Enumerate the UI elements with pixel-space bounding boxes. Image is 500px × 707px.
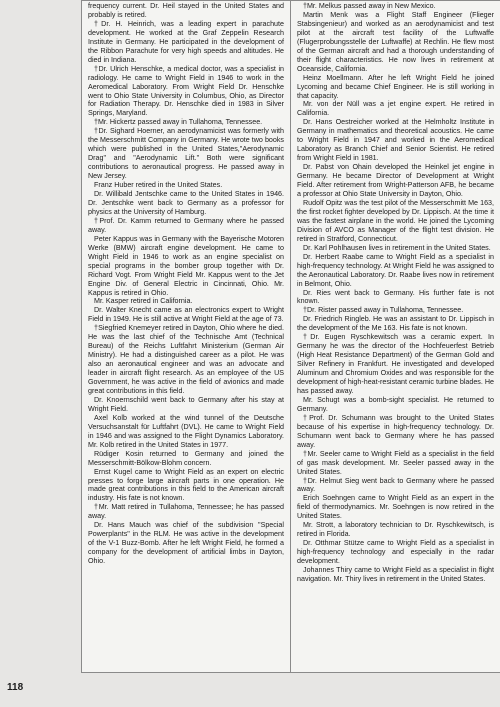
paragraph: †Dr. Rister passed away in Tullahoma, Tennessee. <box>303 306 464 315</box>
left-text-column <box>81 0 290 673</box>
paragraph: Dr. Hans Mauch was chief of the subdivision "Special Powerplants" in the RLM. He was active in the development of the V-1 Buzz-Bomb. After he left Wright Field, he formed a company for the development of artificial limbs in Dayton, Ohio. <box>88 521 284 566</box>
paragraph: Johannes Thiry came to Wright Field as a specialist in flight navigation. Mr. Thiry lives in retirement in the United States. <box>297 566 494 583</box>
paragraph: Rüdiger Kosin returned to Germany and joined the Messerschmitt-Bölkow-Blohm concern. <box>88 449 284 467</box>
paragraph: †Mr. Seeler came to Wright Field as a specialist in the field of gas mask development. Mr. Seeler passed away in the United States. <box>297 449 494 476</box>
right-text-column <box>290 0 500 673</box>
paragraph: Mr. Strott, a laboratory technician to Dr. Ryschkewitsch, is retired in Florida. <box>297 521 494 539</box>
paragraph: Rudolf Opitz was the test pilot of the Messerschmitt Me 163, the first rocket fighter developed by Dr. Lippisch. At the time it was the fastest airplane in the world. He joined the Lycoming Division of AVCO as Manager of the flight test division. He retired in Stratford, Connecticut. <box>297 198 494 243</box>
paragraph: Dr. Herbert Raabe came to Wright Field as a specialist in high-frequency technology. At Wright Field he was assigned to the Aeronautical Laboratory. Dr. Raabe lives now in retirement in Belmont, Ohio. <box>297 252 494 288</box>
paragraph: Ernst Kugel came to Wright Field as an expert on electric presses to forge large aircraft parts in one operation. He made great contributions in this field to the American aircraft industry. His fate is not known. <box>88 467 284 503</box>
paragraph: †Mr. Matt retired in Tullahoma, Tennessee; he has passed away. <box>88 503 284 521</box>
paragraph: Martin Menk was a Flight Staff Engineer (Flieger Stabsingenieur) and worked as an aerodynamicist and test pilot at the aircraft test facility of the Luftwaffe (Flugerprobungsstelle der Luftwaffe) at Rechlin. He flew most of the German aircraft and had a thorough understanding of their flight characteristics. He now lives in retirement at Oceanside, California. <box>297 10 494 73</box>
paragraph: †Dr. H. Heinrich, was a leading expert in parachute development. He worked at the Graf Zeppelin Research Institute in Germany. He participated in the development of the Ribbon Parachute for very high speeds and altitudes. He died in Indiana. <box>88 19 284 64</box>
paragraph: †Prof. Dr. Kamm returned to Germany where he passed away. <box>88 216 284 234</box>
paragraph: Dr. Karl Pohlhausen lives in retirement in the United States. <box>303 243 491 252</box>
paragraph: Mr. Schugt was a bomb-sight specialist. He returned to Germany. <box>297 395 494 413</box>
paragraph: Dr. Knoernschild went back to Germany after his stay at Wright Field. <box>88 395 284 413</box>
paragraph: Dr. Ries went back to Germany. His further fate is not known. <box>297 288 494 306</box>
paragraph: Axel Kolb worked at the wind tunnel of the Deutsche Versuchsanstalt für Luftfahrt (DVL). He came to Wright Field in 1946 and was assigned to the Flight Dynamics Laboratory. Mr. Kolb retired in the United States in 1977. <box>88 413 284 449</box>
paragraph: Mr. Kasper retired in California. <box>94 297 193 306</box>
page-number: 118 <box>7 682 24 693</box>
paragraph: Dr. Walter Knecht came as an electronics expert to Wright Field in 1949. He is still active at Wright Field at the age of 73. <box>88 306 284 324</box>
paragraph: †Mr. Melkus passed away in New Mexico. <box>303 2 436 10</box>
paragraph: Erich Soehngen came to Wright Field as an expert in the field of thermodynamics. Mr. Soehngen is now retired in the United States. <box>297 494 494 521</box>
paragraph: †Prof. Dr. Schumann was brought to the United States because of his expertise in high-frequency technology. Dr. Schumann went back to Germany where he has passed away. <box>297 413 494 449</box>
paragraph: frequency current. Dr. Heil stayed in the United States and probably is retired. <box>88 2 284 19</box>
paragraph: Franz Huber retired in the United States. <box>94 181 223 190</box>
paragraph: Dr. Hans Oestreicher worked at the Helmholtz Institute in Germany in mathematics and theoretical acoustics. He came to Wright Field in 1947 and worked in the Aeromedical Laboratory as Branch Chief and Senior Scientist. He retired from Wright Field in 1981. <box>297 118 494 163</box>
paragraph: †Dr. Helmut Sieg went back to Germany where he passed away. <box>297 476 494 494</box>
paragraph: Dr. Willibald Jentschke came to the United States in 1946. Dr. Jentschke went back to Germany as a professor for physics at the University of Hamburg. <box>88 190 284 216</box>
paragraph: Dr. Pabst von Ohain developed the Heinkel jet engine in Germany. He became Director of Development at Wright Field. After retirement from Wright-Patterson AFB, he became a professor at Ohio State University in Dayton, Ohio. <box>297 163 494 199</box>
paragraph: Heinz Moellmann. After he left Wright Field he joined Lycoming and became Chief Engineer. He is still working in that capacity. <box>297 73 494 100</box>
paragraph: Dr. Friedrich Ringleb. He was an assistant to Dr. Lippisch in the development of the Me 163. His fate is not known. <box>297 315 494 333</box>
paragraph: †Dr. Eugen Ryschkewitsch was a ceramic expert. In Germany he was the director of the Hochfeuerfest Betrieb (High Heat Resistance Department) of the German Gold and Silver Refinery in Frankfurt. He investigated and developed Aluminum and Chromium Oxides and was responsible for the development of high-heat-resistant ceramic turbine blades. He has passed away. <box>297 333 494 395</box>
paragraph: †Siegfried Knemeyer retired in Dayton, Ohio where he died. He was the last chief of the Technische Amt (Technical Bureau) of the Reichs Luftfahrt Ministerium (German Air Ministry). He had a distinguished career as a pilot. He was also an aeronautical engineer and was an advocate and leader in aircraft flight research. As an employee of the US Government, he was active in the field of avionics and made great contributions in this field. <box>88 324 284 395</box>
paragraph: Peter Kappus was in Germany with the Bayerische Motoren Werke (BMW) aircraft engine development. He came to Wright Field in 1946 to work as an engine specialist on special programs in the bomber group together with Dr. Richard Vogt. From Wright Field Mr. Kappus went to the Jet Engine Div. of General Electric in Cincinnati, Ohio. Mr. Kappus is retired in Ohio. <box>88 234 284 297</box>
paragraph: †Dr. Ulrich Henschke, a medical doctor, was a specialist in radiology. He came to Wright Field in 1946 to work in the Aeromedical Laboratory. From Wright Field Dr. Henschke went to Ohio State University in Columbus, Ohio, as Director for Radiation Therapy. Dr. Henschke died in 1983 in Silver Springs, Maryland. <box>88 64 284 118</box>
paragraph: †Dr. Sighard Hoerner, an aerodynamicist was formerly with the Messerschmitt Company in Germany. He wrote two books which were published in the United States,"Aerodynamic Drag" and "Aerodynamic Lift." Both were significant contributions to aeronautical progress. He passed away in New Jersey. <box>88 127 284 181</box>
paragraph: Mr. von der Nüll was a jet engine expert. He retired in California. <box>297 100 494 118</box>
paragraph: Dr. Otthmar Stütze came to Wright Field as a specialist in high-frequency technology and especially in the radar development. <box>297 539 494 566</box>
paragraph: †Mr. Hickertz passed away in Tullahoma, Tennessee. <box>94 118 263 127</box>
